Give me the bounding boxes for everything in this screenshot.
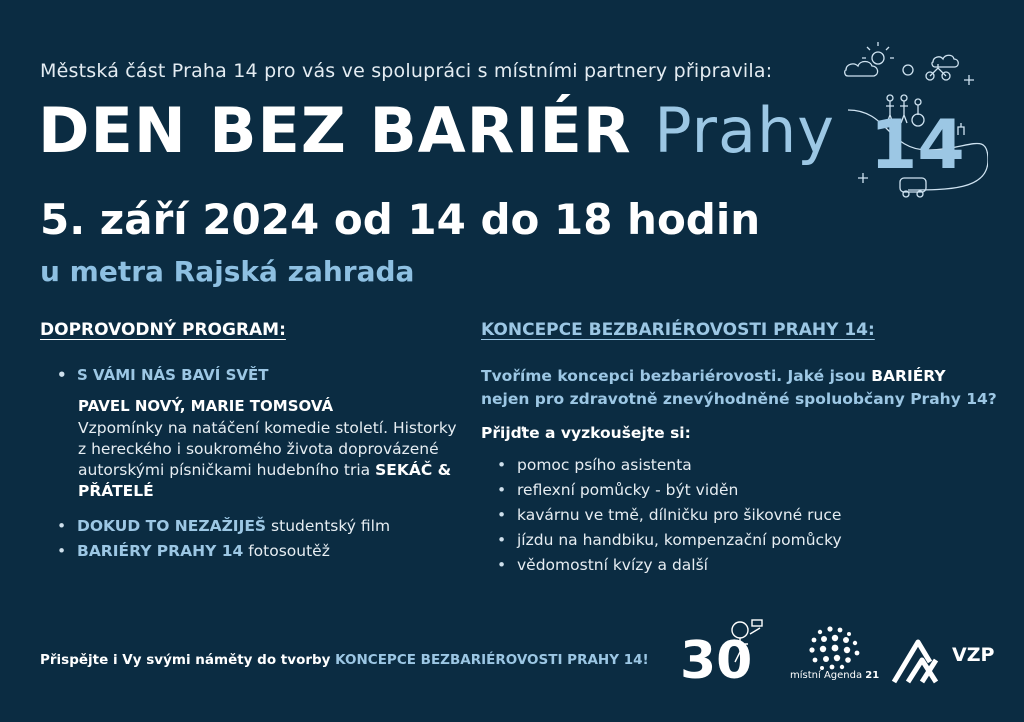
event-date: 5. září 2024 od 14 do 18 hodin [40, 195, 761, 244]
vzp-logo-text: VZP [952, 644, 995, 666]
title-main: DEN BEZ BARIÉR [38, 94, 632, 167]
program-item-2 [57, 514, 390, 539]
agenda21-label: místní Agenda [790, 670, 863, 681]
list-item: • kavárnu ve tmě, dílničku pro šikovné ruce [497, 503, 842, 528]
program-item-2-title: DOKUD TO NEZAŽIJEŠ [77, 517, 267, 535]
deco-number: 14 [870, 106, 965, 185]
page-title [38, 94, 835, 167]
event-place: u metra Rajská zahrada [40, 255, 415, 288]
program-item-1-text: Vzpomínky na natáčení komedie století. Historky z hereckého i soukromého života doprovázené autorskými písničkami hudebního tria [78, 419, 457, 479]
program-item-1-names: PAVEL NOVÝ, MARIE TOMSOVÁ [78, 397, 334, 415]
program-item-3-text: fotosoutěž [248, 542, 330, 560]
list-item: • pomoc psího asistenta [497, 453, 842, 478]
footer-text [40, 652, 649, 668]
program-list-bottom [57, 514, 390, 564]
program-item-3 [57, 539, 390, 564]
concept-intro [481, 365, 1001, 411]
logo-30-number: 30 [680, 631, 753, 686]
list-item: • reflexní pomůcky - být viděn [497, 478, 842, 503]
program-item-1-title: • S VÁMI NÁS BAVÍ SVĚT [57, 366, 268, 384]
concept-text-1: Tvoříme koncepci bezbariérovosti. Jaké jsou [481, 367, 866, 385]
list-item: • jízdu na handbiku, kompenzační pomůcky [497, 528, 842, 553]
concept-heading: KONCEPCE BEZBARIÉROVOSTI PRAHY 14: [481, 320, 875, 340]
footer-highlight: KONCEPCE BEZBARIÉROVOSTI PRAHY 14! [335, 652, 649, 668]
try-heading: Přijďte a vyzkoušejte si: [481, 424, 691, 442]
title-accent: Prahy [654, 94, 835, 167]
logo-30-years [680, 612, 780, 686]
agenda21-logo-text [790, 670, 879, 681]
praha14-illustration [838, 40, 988, 200]
footer-plain: Přispějte i Vy svými náměty do tvorby [40, 652, 331, 668]
program-item-1-desc [78, 418, 468, 502]
program-heading: DOPROVODNÝ PROGRAM: [40, 320, 286, 340]
program-item-2-text: studentský film [271, 517, 391, 535]
program-item-3-title: BARIÉRY PRAHY 14 [77, 542, 244, 560]
try-list [497, 453, 842, 578]
program-list-top [57, 366, 268, 384]
list-item: • vědomostní kvízy a další [497, 553, 842, 578]
agenda21-number: 21 [865, 670, 880, 681]
concept-text-2: nejen pro zdravotně znevýhodněné spoluobčany Prahy 14? [481, 390, 997, 408]
concept-text-highlight: BARIÉRY [871, 367, 946, 385]
program-item-1-band: SEKÁČ & PŘÁTELÉ [78, 461, 452, 500]
intro-text: Městská část Praha 14 pro vás ve spolupráci s místními partnery připravila: [40, 60, 773, 82]
